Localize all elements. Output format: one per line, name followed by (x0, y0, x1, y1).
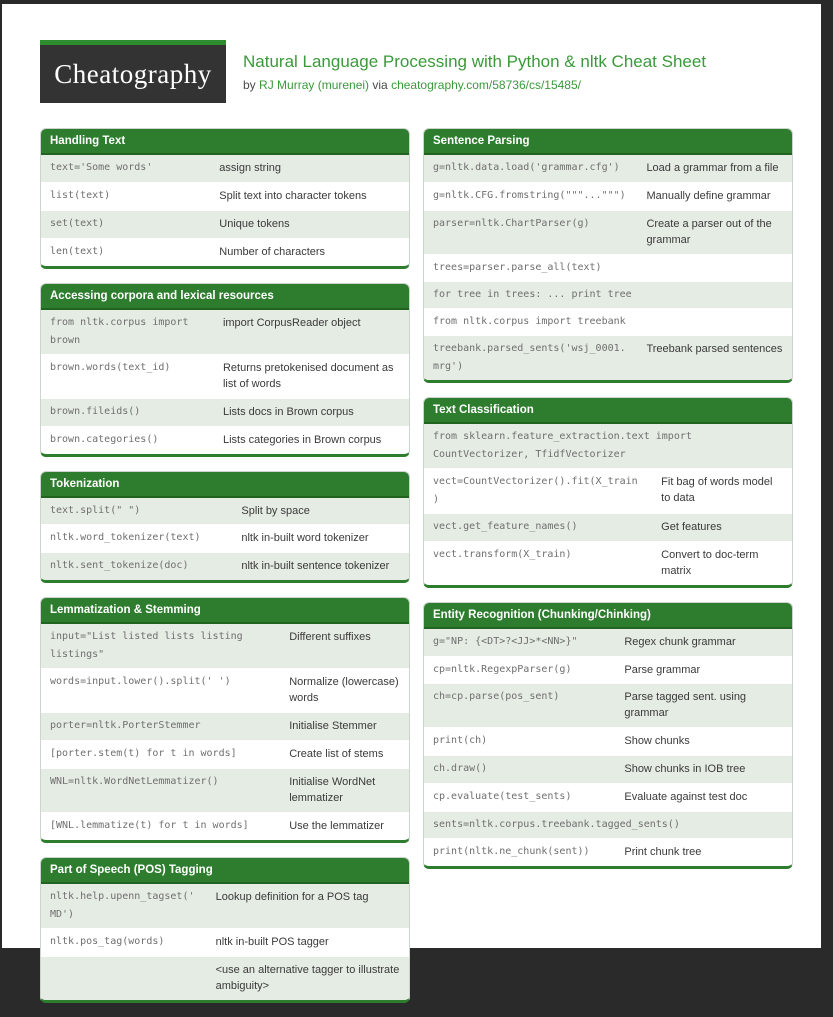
cheat-row (41, 155, 409, 182)
desc-cell: nltk in-built POS tagger (215, 935, 329, 948)
code-cell: g="NP: {<DT>?<JJ>*<NN>}" (433, 635, 578, 647)
code-cell: brown.fileids() (50, 405, 141, 417)
cheat-row (424, 335, 792, 380)
desc-cell: nltk in-built word tokenizer (241, 532, 369, 545)
section-title: Entity Recognition (Chunking/Chinking) (424, 603, 792, 629)
code-cell: list(text) (50, 189, 111, 201)
code-cell: vect.get_feature_names() (433, 520, 578, 532)
desc-cell: Fit bag of words model to data (661, 475, 773, 504)
cheat-row (41, 238, 409, 266)
logo-box (40, 45, 226, 103)
cheat-row (424, 629, 792, 656)
code-cell: print(ch) (433, 735, 488, 747)
code-cell: vect.transform(X_train) (433, 548, 572, 560)
code-cell: print(nltk.ne_chunk(sent)) (433, 846, 590, 858)
column-right (423, 128, 793, 1017)
section-accessing-corpora-and-lexical-resources (40, 283, 410, 457)
desc-cell: Initialise Stemmer (289, 720, 377, 733)
code-cell: [porter.stem(t) for t in words] (50, 748, 237, 760)
cheat-row (424, 182, 792, 210)
desc-cell: Evaluate against test doc (624, 791, 748, 804)
cheat-row (424, 155, 792, 182)
code-cell: from sklearn.feature_extraction.text import CountVectorizer, TfidfVectorizer (433, 430, 692, 460)
section-title: Lemmatization & Stemming (41, 598, 409, 624)
code-cell (41, 957, 207, 1000)
cheatography-logo[interactable] (40, 40, 226, 103)
desc-cell: Create a parser out of the grammar (646, 217, 772, 246)
desc-cell: <use an alternative tagger to illustrate ambiguity> (215, 963, 400, 992)
desc-cell: Manually define grammar (646, 189, 771, 202)
code-cell: trees=parser.parse_all(text) (433, 261, 602, 273)
section-text-classification (423, 397, 793, 588)
columns-container (40, 128, 793, 1017)
masthead (40, 40, 793, 103)
page (2, 4, 821, 992)
cheat-row (41, 624, 409, 668)
code-cell: cp=nltk.RegexpParser(g) (433, 663, 572, 675)
code-cell: porter=nltk.PorterStemmer (50, 720, 201, 732)
cheat-row (41, 712, 409, 740)
desc-cell: assign string (219, 162, 282, 174)
code-cell: from nltk.corpus import brown (50, 316, 189, 346)
cheat-row (424, 281, 792, 308)
desc-cell: Load a grammar from a file (646, 162, 779, 174)
cheat-row (424, 783, 792, 811)
code-cell: ch.draw() (433, 763, 488, 775)
desc-cell: Unique tokens (219, 217, 290, 230)
code-cell: for tree in trees: ... print tree (433, 288, 632, 300)
desc-cell: nltk in-built sentence tokenizer (241, 560, 390, 573)
desc-cell: Treebank parsed sentences (646, 342, 783, 355)
code-cell: brown.categories() (50, 433, 159, 445)
desc-cell: Returns pretokenised document as list of words (222, 361, 394, 390)
desc-cell: Create list of stems (289, 748, 384, 761)
desc-cell: Get features (661, 520, 722, 533)
desc-cell: Parse grammar (624, 663, 701, 676)
code-cell: nltk.sent_tokenize(doc) (50, 560, 189, 572)
cheat-row (41, 812, 409, 840)
column-left (40, 128, 410, 1017)
cheat-row (41, 310, 409, 354)
desc-cell: Show chunks (624, 735, 690, 748)
desc-cell: Lists docs in Brown corpus (222, 405, 354, 418)
section-lemmatization-stemming (40, 597, 410, 843)
code-cell: text.split(" ") (50, 504, 141, 516)
desc-cell: Initialise WordNet lemmatizer (289, 776, 376, 804)
desc-cell: Different suffixes (289, 631, 371, 644)
cheatsheet-url-link[interactable]: cheatography.com/58736/cs/15485/ (391, 78, 581, 93)
code-cell: nltk.pos_tag(words) (50, 935, 165, 947)
code-cell: text='Some words' (50, 162, 153, 173)
cheat-row (41, 768, 409, 812)
cheat-row (41, 552, 409, 580)
code-cell: brown.words(text_id) (50, 361, 171, 373)
cheat-row (424, 468, 792, 513)
code-cell: nltk.help.upenn_tagset('MD') (50, 890, 195, 920)
section-title: Accessing corpora and lexical resources (41, 284, 409, 310)
cheat-row (41, 884, 409, 928)
section-handling-text (40, 128, 410, 269)
cheat-row (41, 398, 409, 426)
code-cell: treebank.parsed_sents('wsj_0001.mrg') (433, 342, 626, 372)
code-cell: cp.evaluate(test_sents) (433, 791, 572, 803)
code-cell: vect=CountVectorizer().fit(X_train) (433, 475, 638, 505)
cheat-row (424, 308, 792, 335)
desc-cell: Normalize (lowercase) words (289, 676, 399, 705)
section-tokenization (40, 471, 410, 584)
desc-cell: Print chunk tree (624, 846, 702, 859)
code-cell: words=input.lower().split(' ') (50, 676, 231, 688)
desc-cell: Number of characters (219, 245, 326, 258)
code-cell: g=nltk.data.load('grammar.cfg') (433, 162, 620, 173)
cheat-row (424, 424, 792, 468)
code-cell: from nltk.corpus import treebank (433, 315, 626, 327)
desc-cell: Convert to doc-term matrix (661, 548, 759, 577)
desc-cell: Split text into character tokens (219, 189, 367, 202)
code-cell: WNL=nltk.WordNetLemmatizer() (50, 776, 219, 788)
title-block (243, 40, 706, 92)
cheat-row (41, 928, 409, 956)
section-title: Part of Speech (POS) Tagging (41, 858, 409, 884)
section-title: Text Classification (424, 398, 792, 424)
desc-cell: Use the lemmatizer (289, 819, 384, 832)
cheat-row (41, 524, 409, 552)
cheat-row (424, 210, 792, 254)
cheat-row (424, 513, 792, 541)
code-cell: [WNL.lemmatize(t) for t in words] (50, 819, 249, 831)
cheat-row (424, 254, 792, 281)
desc-cell: Lookup definition for a POS tag (215, 890, 369, 903)
cheat-row (424, 727, 792, 755)
section-sentence-parsing (423, 128, 793, 383)
cheat-row (41, 668, 409, 712)
code-cell: ch=cp.parse(pos_sent) (433, 691, 560, 703)
cheat-row (41, 426, 409, 454)
code-cell: len(text) (50, 245, 105, 257)
section-title: Handling Text (41, 129, 409, 155)
cheat-row (424, 541, 792, 585)
code-cell: sents=nltk.corpus.treebank.tagged_sents() (433, 819, 680, 831)
code-cell: set(text) (50, 217, 105, 229)
section-entity-recognition-chunking-chinking (423, 602, 793, 870)
author-link[interactable]: RJ Murray (murenei) (259, 78, 370, 93)
desc-cell: Lists categories in Brown corpus (222, 433, 382, 446)
code-cell: g=nltk.CFG.fromstring("""...""") (433, 189, 626, 201)
cheat-row (424, 811, 792, 838)
logo-text: Cheatography (54, 58, 212, 89)
desc-cell: Show chunks in IOB tree (624, 763, 746, 776)
desc-cell: import CorpusReader object (222, 316, 361, 329)
cheat-row (424, 838, 792, 866)
page-title: Natural Language Processing with Python & nltk Cheat Sheet (243, 52, 707, 71)
cheat-row (41, 182, 409, 210)
cheat-row (41, 740, 409, 768)
cheat-row (41, 354, 409, 398)
byline-via: via (372, 78, 388, 93)
section-title: Sentence Parsing (424, 129, 792, 155)
code-cell: input="List listed lists listing listings" (50, 631, 243, 661)
code-cell: nltk.word_tokenizer(text) (50, 532, 201, 544)
section-title: Tokenization (41, 472, 409, 498)
desc-cell: Regex chunk grammar (624, 635, 736, 648)
byline (243, 78, 706, 92)
cheat-row (424, 755, 792, 783)
cheat-row (41, 210, 409, 238)
code-cell: parser=nltk.ChartParser(g) (433, 217, 590, 229)
desc-cell: Split by space (241, 504, 310, 517)
section-part-of-speech-pos-tagging (40, 857, 410, 1003)
cheat-row (424, 683, 792, 727)
cheat-row (41, 956, 409, 1000)
cheat-row (41, 498, 409, 525)
byline-prefix: by (243, 78, 256, 93)
desc-cell: Parse tagged sent. using grammar (624, 691, 747, 720)
cheat-row (424, 656, 792, 684)
